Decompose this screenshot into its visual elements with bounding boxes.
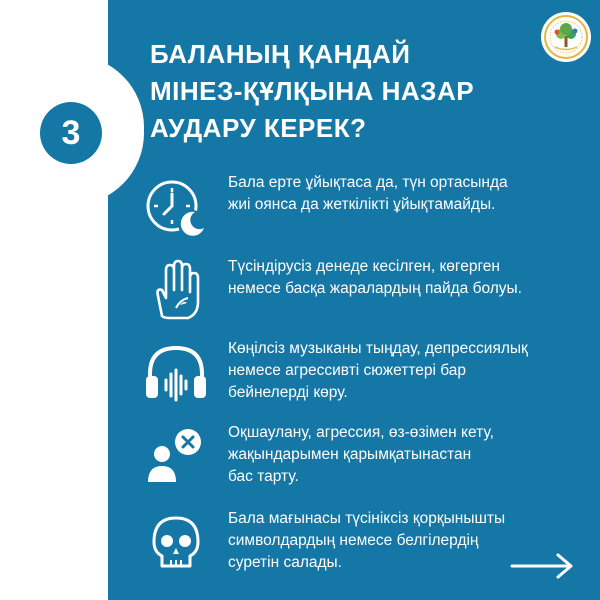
item-text-line: бейнелерді көру. xyxy=(228,384,348,401)
item-text-line: немесе агрессивті сюжеттері бар xyxy=(228,362,467,379)
clock-moon-icon xyxy=(140,172,212,244)
list-item-injuries xyxy=(140,256,590,336)
tree-logo-icon xyxy=(543,14,589,60)
list-item-music xyxy=(140,338,590,418)
item-text-line: суретін салады. xyxy=(228,554,342,571)
item-text-line: Түсіндірусіз денеде кесілген, көгерген xyxy=(228,258,500,275)
item-text-line: Көңілсіз музыканы тыңдау, депрессиялық xyxy=(228,340,528,357)
headphones-icon xyxy=(140,338,212,410)
hand-icon xyxy=(140,256,212,328)
list-item-sleep xyxy=(140,172,590,252)
item-text-line: жиі оянса да жеткілікті ұйықтамайды. xyxy=(228,196,496,213)
item-text-line: символдардың немесе белгілердің xyxy=(228,532,479,549)
page-title xyxy=(150,36,530,147)
item-text-line: Оқшаулану, агрессия, өз-өзімен кету, xyxy=(228,424,494,441)
item-text-line: немесе басқа жаралардың пайда болуы. xyxy=(228,280,522,297)
item-text xyxy=(228,172,588,216)
item-text xyxy=(228,338,588,404)
item-text-line: Бала мағынасы түсініксіз қорқынышты xyxy=(228,510,506,527)
arrow-right-icon[interactable] xyxy=(510,552,574,580)
item-text-line: жақындарымен қарымқатынастан xyxy=(228,446,472,463)
item-text xyxy=(228,256,588,300)
user-blocked-icon xyxy=(140,422,212,494)
item-text-line: Бала ерте ұйықтаса да, түн ортасында xyxy=(228,174,508,191)
title-line: АУДАРУ КЕРЕК? xyxy=(150,113,367,143)
step-number: 3 xyxy=(61,113,81,152)
organization-logo xyxy=(541,12,591,62)
skull-icon xyxy=(140,508,212,580)
item-text-line: бас тарту. xyxy=(228,468,299,485)
list-item-isolation xyxy=(140,422,590,502)
title-line: МІНЕЗ-ҚҰЛҚЫНА НАЗАР xyxy=(150,76,475,106)
title-line: БАЛАНЫҢ ҚАНДАЙ xyxy=(150,39,411,69)
item-text xyxy=(228,422,588,488)
step-number-badge xyxy=(40,102,102,164)
